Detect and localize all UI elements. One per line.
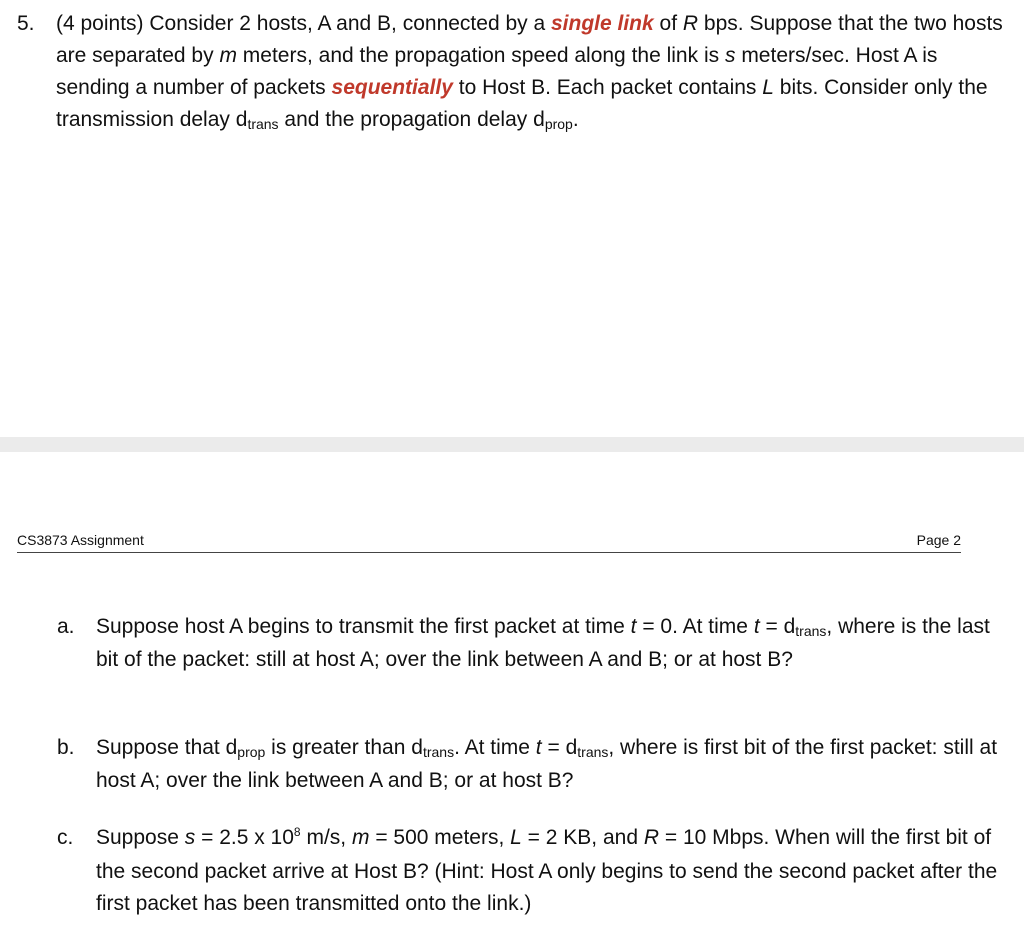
text: = 10 Mbps. When will the first bit of the second packet arrive at Host B? (Hint: Host A only begins to send the second packet after the first packet has been transmitted onto the link.) (96, 826, 998, 915)
subscript-trans: trans (577, 744, 609, 760)
subscript-trans: trans (795, 623, 827, 639)
question-number: 5. (17, 12, 35, 35)
text: = 500 meters, (375, 826, 505, 849)
text: = (547, 736, 560, 759)
d: d (533, 108, 545, 131)
var-t: t (753, 615, 760, 638)
text: . At time (454, 736, 530, 759)
text: = 2.5 x 10 (201, 826, 294, 849)
text: meters/sec. Host A is sending a number of packets (56, 44, 938, 99)
d: d (225, 736, 238, 759)
points: (4 points) (56, 12, 144, 35)
text: and the propagation delay (284, 108, 528, 131)
emphasis-single-link: single link (551, 12, 654, 35)
part-text (96, 732, 1002, 797)
text: , where is first bit of the first packet: still at host A; over the link between A and B; or at host B? (96, 736, 998, 792)
part-c (57, 822, 1002, 920)
d-trans (411, 736, 454, 759)
part-label: b. (57, 736, 75, 759)
d-prop (226, 736, 266, 759)
text: Suppose host A begins to transmit the first packet at time (96, 615, 625, 638)
text: , where is the last bit of the packet: still at host A; over the link between A and B; or at host B? (96, 615, 990, 671)
var-L: L (510, 826, 522, 849)
var-t: t (630, 615, 637, 638)
text: m/s, (306, 826, 347, 849)
part-b (57, 732, 1002, 797)
part-a (57, 611, 1002, 676)
subscript-prop: prop (544, 116, 573, 132)
text: bits. Consider only the transmission delay (56, 76, 988, 131)
d-prop (533, 108, 573, 131)
footer-course: CS3873 Assignment (17, 532, 144, 548)
text: is greater than (271, 736, 406, 759)
d: d (411, 736, 423, 759)
part-text (96, 822, 1002, 920)
d: d (235, 108, 248, 131)
subscript-trans: trans (422, 744, 455, 760)
d-trans (784, 615, 827, 638)
d-trans (566, 736, 609, 759)
text: of (659, 12, 678, 35)
text: Suppose that (96, 736, 220, 759)
d-trans (236, 108, 279, 131)
emphasis-sequentially: sequentially (331, 76, 453, 99)
page-footer (17, 530, 961, 553)
part-text (96, 611, 1002, 676)
var-t: t (535, 736, 542, 759)
question-text (56, 8, 1007, 137)
text: to Host B. Each packet contains (458, 76, 757, 99)
d: d (565, 736, 578, 759)
text: Suppose (96, 826, 179, 849)
text: = (765, 615, 778, 638)
part-label: c. (57, 826, 74, 849)
var-s: s (184, 826, 196, 849)
text: bps. Suppose that the two hosts are separated by (56, 12, 1003, 67)
text: = 2 KB, and (527, 826, 639, 849)
var-m: m (351, 826, 370, 849)
var-m: m (219, 44, 237, 67)
var-L: L (762, 76, 774, 99)
var-R: R (643, 826, 660, 849)
var-R: R (682, 12, 699, 35)
footer-page-number: Page 2 (916, 532, 961, 548)
exponent: 8 (293, 825, 301, 839)
subscript-trans: trans (247, 116, 279, 132)
text: = 0. At time (642, 615, 748, 638)
question-5 (17, 8, 1007, 137)
page-break (0, 437, 1024, 452)
var-s: s (724, 44, 736, 67)
text: meters, and the propagation speed along the link is (242, 44, 720, 67)
text: . (572, 108, 579, 131)
text: Consider 2 hosts, A and B, connected by a (149, 12, 546, 35)
part-label: a. (57, 615, 75, 638)
d: d (783, 615, 796, 638)
subscript-prop: prop (237, 744, 266, 760)
